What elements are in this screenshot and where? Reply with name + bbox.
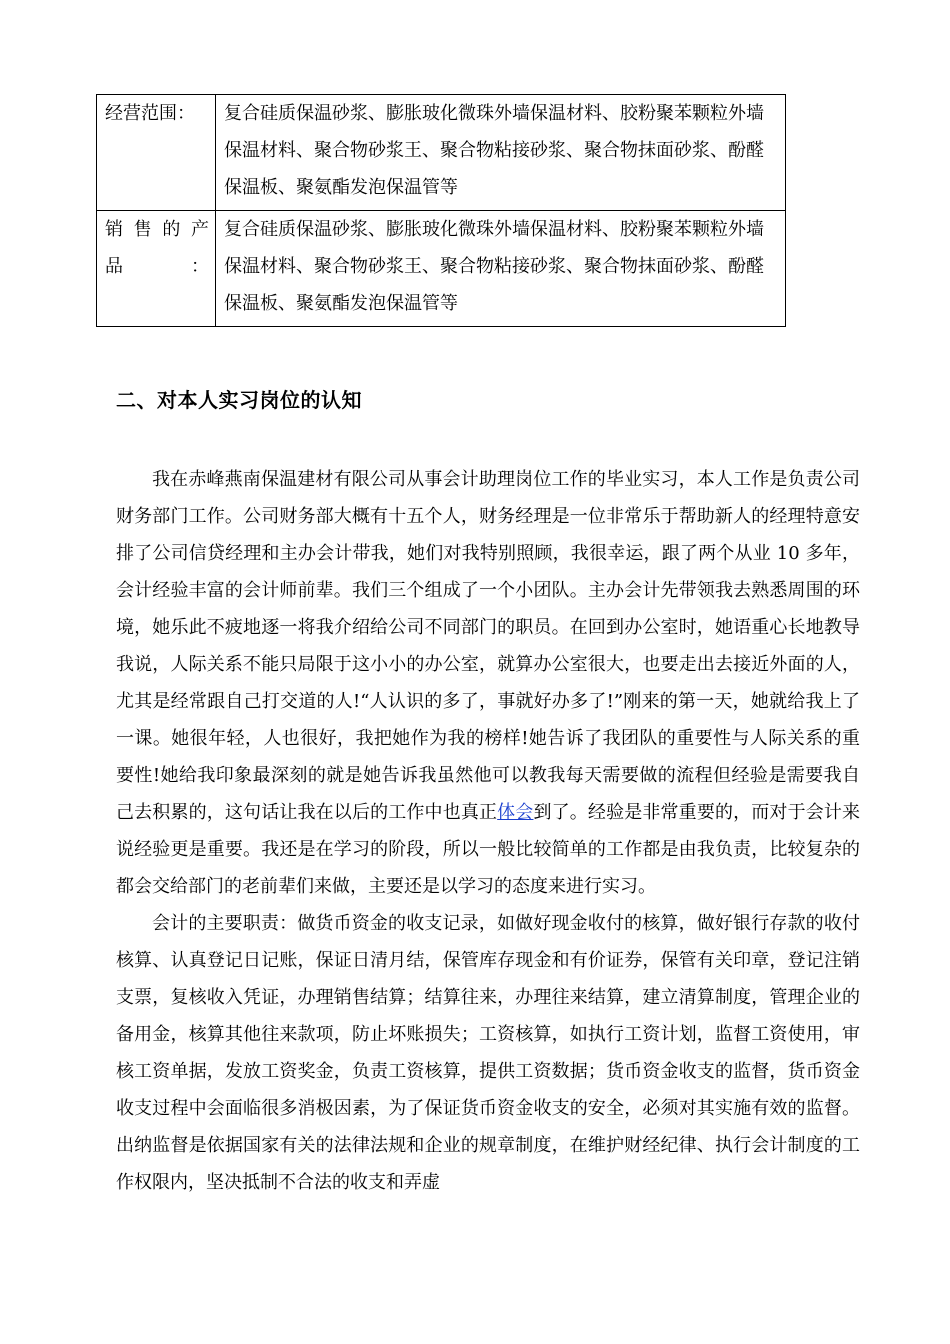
paragraph-internship-intro [116, 461, 860, 905]
section-heading: 二、对本人实习岗位的认知 [116, 388, 362, 412]
body-text [116, 461, 860, 1201]
paragraph-accounting-duties: 会计的主要职责：做货币资金的收支记录，如做好现金收付的核算，做好银行存款的收付核算、认真登记日记账，保证日清月结，保管库存现金和有价证券，保管有关印章，登记注销支票，复核收入凭证，办理销售结算；结算往来，办理往来结算，建立清算制度，管理企业的备用金，核算其他往来款项，防止坏账损失；工资核算，如执行工资计划，监督工资使用，审核工资单据，发放工资奖金，负责工资核算，提供工资数据；货币资金收支的监督，货币资金收支过程中会面临很多消极因素，为了保证货币资金收支的安全，必须对其实施有效的监督。出纳监督是依据国家有关的法律法规和企业的规章制度，在维护财经纪律、执行会计制度的工作权限内，坚决抵制不合法的收支和弄虚 [116, 913, 860, 1193]
paragraph-text: 我在赤峰燕南保温建材有限公司从事会计助理岗位工作的毕业实习，本人工作是负责公司财务部门工作。公司财务部大概有十五个人，财务经理是一位非常乐于帮助新人的经理特意安排了公司信贷经理和主办会计带我，她们对我特别照顾，我很幸运，跟了两个从业 10 多年，会计经验丰富的会计师前辈。我们三个组成了一个小团队。主办会计先带领我去熟悉周围的环境，她乐此不疲地逐一将我介绍给公司不同部门的职员。在回到办公室时，她语重心长地教导我说，人际关系不能只局限于这小小的办公室，就算办公室很大，也要走出去接近外面的人，尤其是经常跟自己打交道的人!“人认识的多了，事就好办多了!”刚来的第一天，她就给我上了一课。她很年轻，人也很好，我把她作为我的榜样!她告诉了我团队的重要性与人际关系的重要性!她给我印象最深刻的就是她告诉我虽然他可以教我每天需要做的流程但经验是需要我自己去积累的，这句话让我在以后的工作中也真正 [116, 469, 860, 823]
business-scope-value: 复合硅质保温砂浆、膨胀玻化微珠外墙保温材料、胶粉聚苯颗粒外墙保温材料、聚合物砂浆王、聚合物粘接砂浆、聚合物抹面砂浆、酚醛保温板、聚氨酯发泡保温管等 [216, 95, 786, 211]
company-info-table [96, 94, 786, 327]
products-value: 复合硅质保温砂浆、膨胀玻化微珠外墙保温材料、胶粉聚苯颗粒外墙保温材料、聚合物砂浆王、聚合物粘接砂浆、聚合物抹面砂浆、酚醛保温板、聚氨酯发泡保温管等 [216, 211, 786, 327]
products-label: 销售的产品： [97, 211, 216, 327]
paragraph-text: 到了。经验是非常重要的，而对于会计来说经验更是重要。我还是在学习的阶段，所以一般比较简单的工作都是由我负责，比较复杂的都会交给部门的老前辈们来做，主要还是以学习的态度来进行实习。 [116, 802, 861, 897]
table-row [97, 95, 786, 211]
business-scope-label: 经营范围： [97, 95, 216, 211]
table-row [97, 211, 786, 327]
experience-link[interactable]: 体会 [497, 802, 534, 823]
